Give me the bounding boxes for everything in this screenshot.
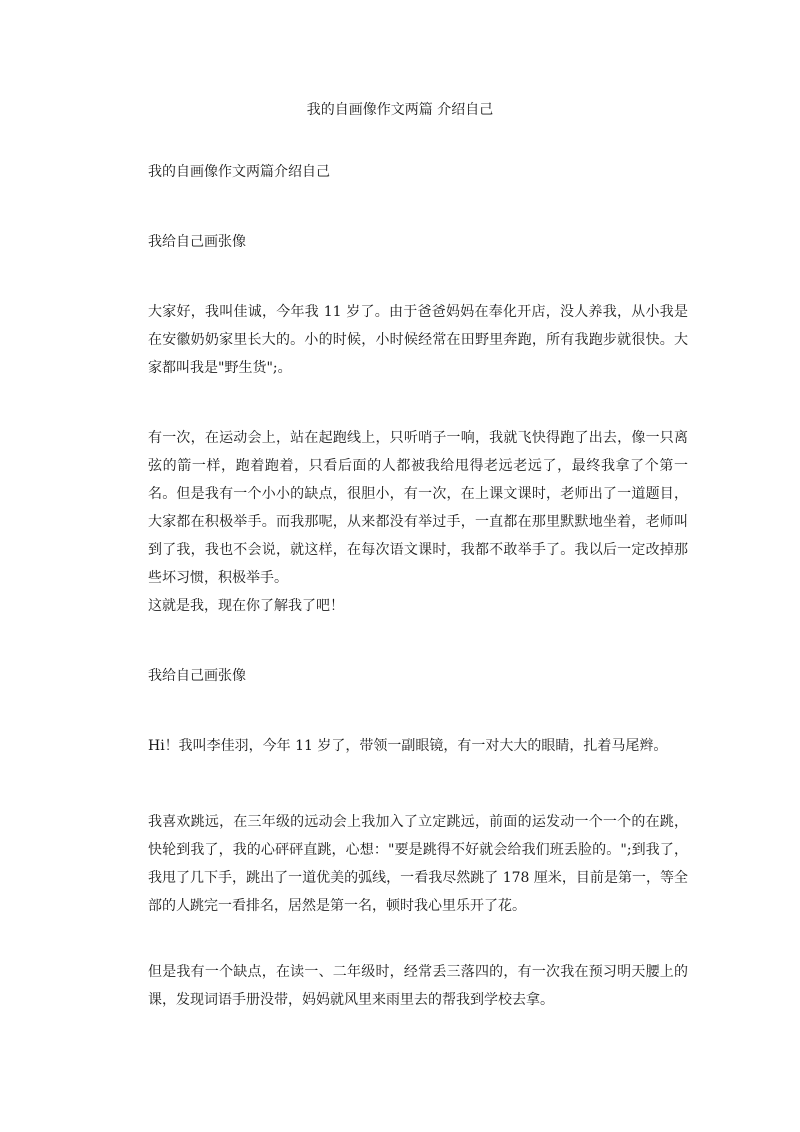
paragraph-heading-2: 我给自己画张像 bbox=[148, 668, 246, 684]
paragraph-subtitle: 我的自画像作文两篇介绍自己 bbox=[148, 164, 330, 180]
paragraph-story-2: 我喜欢跳远，在三年级的远动会上我加入了立定跳远，前面的运发动一个一个的在跳，快轮到我了，我的心砰砰直跳，心想："要是跳得不好就会给我们班丢脸的。";到我了，我甩了几下手，跳出了一道优美的弧线，一看我尽然跳了 178 厘米，目前是第一，等全部的人跳完一看排名，居然是第一名，顿时我心里乐开了花。 bbox=[148, 814, 688, 914]
paragraph-heading-1: 我给自己画张像 bbox=[148, 234, 246, 250]
document-title: 我的自画像作文两篇 介绍自己 bbox=[306, 102, 494, 118]
paragraph-intro-1: 大家好，我叫佳诚，今年我 11 岁了。由于爸爸妈妈在奉化开店，没人养我，从小我是在安徽奶奶家里长大的。小的时候，小时候经常在田野里奔跑，所有我跑步就很快。大家都叫我是"野生货";。 bbox=[148, 304, 688, 376]
paragraph-story-1: 有一次，在运动会上，站在起跑线上，只听哨子一响，我就飞快得跑了出去，像一只离弦的箭一样，跑着跑着，只看后面的人都被我给甩得老远老远了，最终我拿了个第一名。但是我有一个小小的缺点，很胆小，有一次，在上课文课时，老师出了一道题目，大家都在积极举手。而我那呢，从来都没有举过手，一直都在那里默默地坐着，老师叫到了我，我也不会说，就这样，在每次语文课时，我都不敢举手了。我以后一定改掉那些坏习惯，积极举手。 bbox=[148, 430, 688, 586]
paragraph-closing-1: 这就是我，现在你了解我了吧！ bbox=[148, 598, 344, 614]
paragraph-intro-2: Hi！我叫李佳羽，今年 11 岁了，带领一副眼镜，有一对大大的眼睛，扎着马尾辫。 bbox=[148, 738, 668, 754]
paragraph-story-3: 但是我有一个缺点，在读一、二年级时，经常丢三落四的，有一次我在预习明天腰上的课，发现词语手册没带，妈妈就风里来雨里去的帮我到学校去拿。 bbox=[148, 964, 688, 1008]
